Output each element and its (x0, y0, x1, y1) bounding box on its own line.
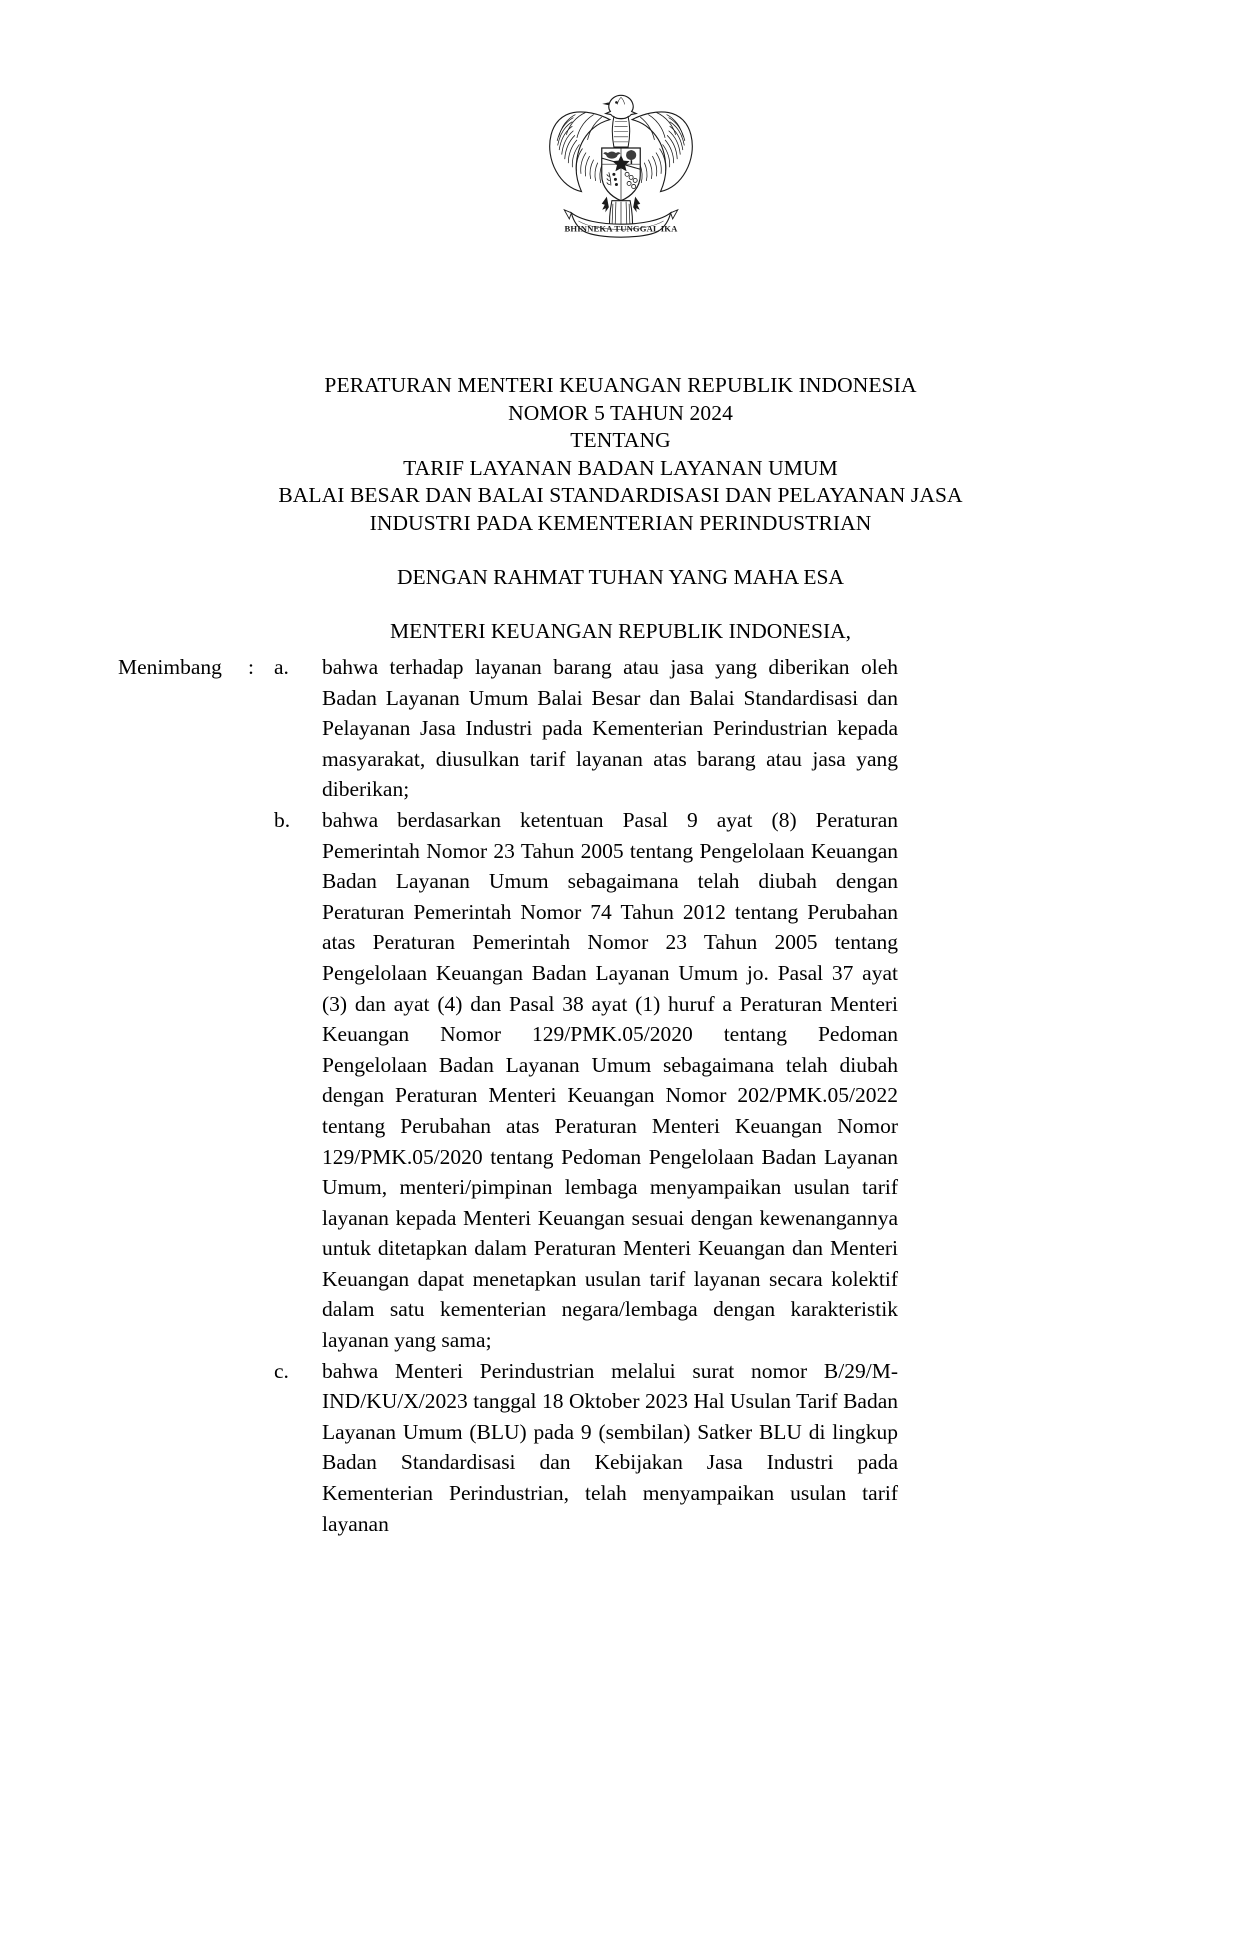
item-marker-a: a. (274, 655, 289, 679)
svg-text:BHINNEKA TUNGGAL IKA: BHINNEKA TUNGGAL IKA (564, 223, 677, 234)
garuda-pancasila-emblem (545, 88, 697, 248)
title-line-1: PERATURAN MENTERI KEUANGAN REPUBLIK INDONESIA (324, 373, 917, 397)
considerations-block (118, 652, 898, 1539)
title-line-subject-1: TARIF LAYANAN BADAN LAYANAN UMUM (403, 455, 838, 480)
item-marker-b: b. (274, 807, 291, 832)
item-marker-c: c. (274, 1358, 289, 1383)
invocation-block (0, 538, 1241, 645)
invocation-line: DENGAN RAHMAT TUHAN YANG MAHA ESA (397, 565, 844, 589)
consideration-item-a (118, 652, 898, 805)
item-text-b: bahwa berdasarkan ketentuan Pasal 9 ayat (8) Peraturan Pemerintah Nomor 23 Tahun 2005 tentang Pengelolaan Keuangan Badan Layanan Umum sebagaimana telah diubah dengan Peraturan Pemerintah Nomor 74 Tahun 2012 tentang Perubahan atas Peraturan Pemerintah Nomor 23 Tahun 2005 tentang Pengelolaan Keuangan Badan Layanan Umum jo. Pasal 37 ayat (3) dan ayat (4) dan Pasal 38 ayat (1) huruf a Peraturan Menteri Keuangan Nomor 129/PMK.05/2020 tentang Pedoman Pengelolaan Badan Layanan Umum sebagaimana telah diubah dengan Peraturan Menteri Keuangan Nomor 202/PMK.05/2022 tentang Perubahan atas Peraturan Menteri Keuangan Nomor 129/PMK.05/2020 tentang Pedoman Pengelolaan Badan Layanan Umum, menteri/pimpinan lembaga menyampaikan usulan tarif layanan kepada Menteri Keuangan sesuai dengan kewenangannya untuk ditetapkan dalam Peraturan Menteri Keuangan dan Menteri Keuangan dapat menetapkan usulan tarif layanan secara kolektif dalam satu kementerian negara/lembaga dengan karakteristik layanan yang sama; (322, 807, 898, 1353)
item-text-c: bahwa Menteri Perindustrian melalui surat nomor B/29/M-IND/KU/X/2023 tanggal 18 Oktober 2023 Hal Usulan Tarif Badan Layanan Umum (BLU) pada 9 (sembilan) Satker BLU di lingkup Badan Standardisasi dan Kebijakan Jasa Industri pada Kementerian Perindustrian, telah menyampaikan usulan tarif layanan (322, 1358, 898, 1536)
document-title-block (0, 372, 1241, 537)
considerations-colon: : (248, 655, 254, 679)
spacer (0, 538, 1241, 564)
consideration-item-c (118, 1356, 898, 1540)
issuer-line: MENTERI KEUANGAN REPUBLIK INDONESIA, (389, 618, 852, 643)
considerations-label: Menimbang (118, 655, 222, 679)
spacer (0, 592, 1241, 618)
title-line-subject-2: BALAI BESAR DAN BALAI STANDARDISASI DAN PELAYANAN JASA (278, 483, 963, 507)
emblem-container (0, 88, 1241, 248)
item-text-a: bahwa terhadap layanan barang atau jasa yang diberikan oleh Badan Layanan Umum Balai Besar dan Balai Standardisasi dan Pelayanan Jasa Industri pada Kementerian Perindustrian kepada masyarakat, diusulkan tarif layanan atas barang atau jasa yang diberikan; (322, 655, 898, 802)
consideration-item-b (118, 805, 898, 1356)
title-line-regulation-number: NOMOR 5 TAHUN 2024 (508, 400, 733, 425)
title-line-subject-3: INDUSTRI PADA KEMENTERIAN PERINDUSTRIAN (369, 510, 872, 535)
title-line-tentang: TENTANG (570, 428, 671, 452)
